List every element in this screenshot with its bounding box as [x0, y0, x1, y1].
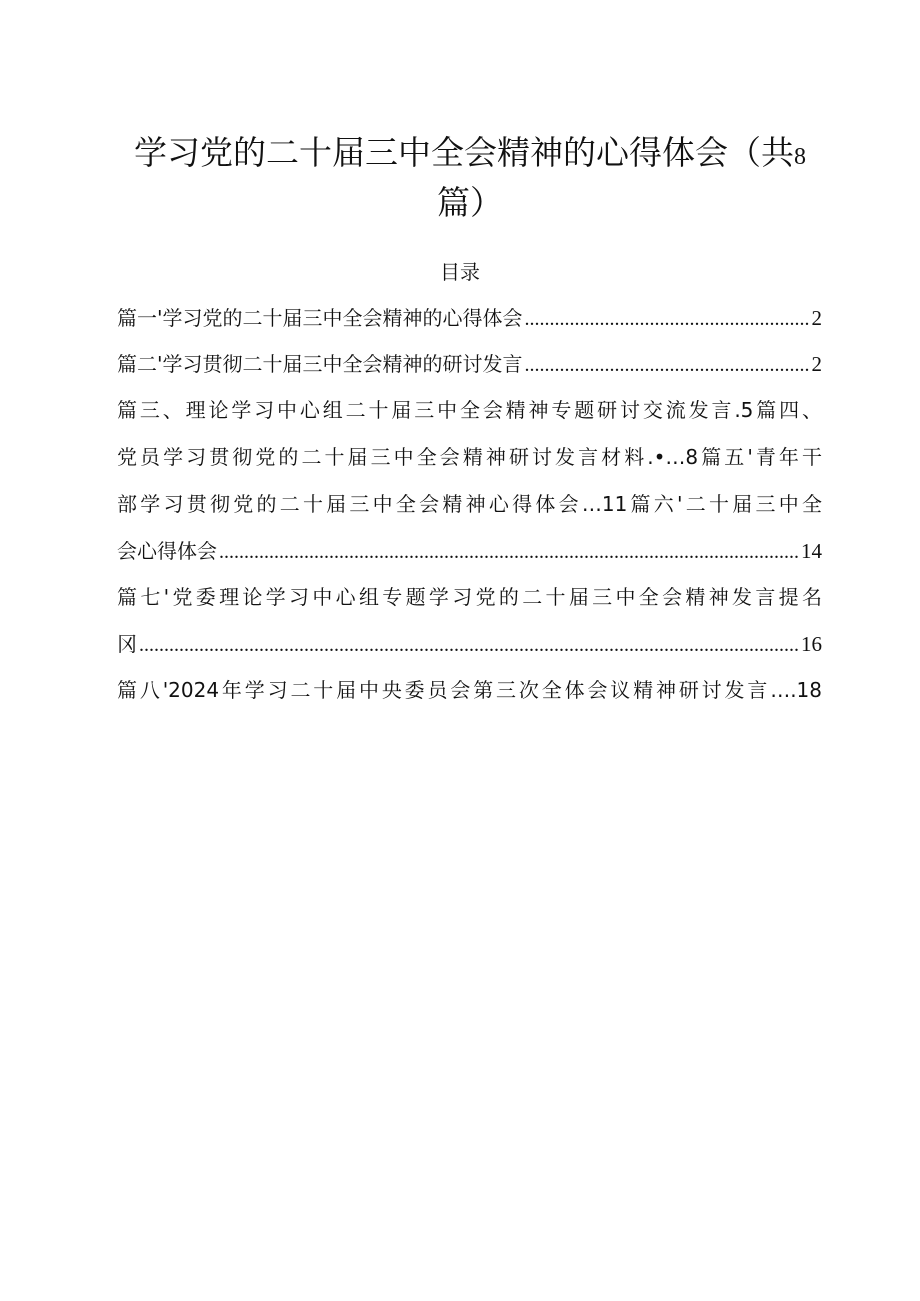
toc-entry-7-line-2 — [117, 626, 822, 662]
toc-entries-3-6[interactable] — [117, 392, 822, 569]
toc-entry-7-page: 16 — [801, 632, 822, 656]
toc-entry-7-text: 冈 — [117, 632, 137, 656]
toc-entry-7[interactable] — [117, 579, 822, 662]
table-of-contents — [117, 300, 822, 708]
toc-entry-6-text: 会心得体会 — [117, 539, 217, 563]
toc-block-line-4 — [117, 533, 822, 569]
toc-entry-2-text: 篇二'学习贯彻二十届三中全会精神的研讨发言 — [117, 352, 523, 376]
toc-block-line-1: 篇三、理论学习中心组二十届三中全会精神专题研讨交流发言.5篇四、 — [117, 398, 822, 422]
title-count: 8 — [794, 144, 806, 170]
toc-entry-1[interactable] — [117, 300, 822, 336]
title-main-text: 学习党的二十届三中全会精神的心得体会（共 — [134, 133, 794, 172]
toc-entry-2-page: 2 — [811, 352, 822, 376]
toc-entry-7-line-1: 篇七'党委理论学习中心组专题学习党的二十届三中全会精神发言提名 — [117, 585, 822, 609]
toc-entry-8[interactable]: 篇八'2024年学习二十届中央委员会第三次全体会议精神研讨发言….18 — [117, 678, 822, 702]
toc-heading: 目录 — [440, 260, 480, 284]
toc-block-line-2: 党员学习贯彻党的二十届三中全会精神研讨发言材料.•…8篇五'青年干 — [117, 445, 822, 469]
toc-block-line-3: 部学习贯彻党的二十届三中全会精神心得体会…11篇六'二十届三中全 — [117, 492, 822, 516]
toc-entry-6-page: 14 — [801, 539, 822, 563]
toc-leader-dots — [525, 347, 810, 383]
document-title — [120, 130, 820, 226]
toc-leader-dots — [139, 627, 799, 663]
toc-entry-1-text: 篇一'学习党的二十届三中全会精神的心得体会 — [117, 306, 523, 330]
toc-entry-1-page: 2 — [811, 306, 822, 330]
toc-entry-2[interactable] — [117, 346, 822, 382]
toc-leader-dots — [219, 534, 799, 570]
toc-leader-dots — [525, 301, 810, 337]
title-line-1 — [120, 130, 820, 180]
title-line-2: 篇） — [437, 183, 503, 222]
